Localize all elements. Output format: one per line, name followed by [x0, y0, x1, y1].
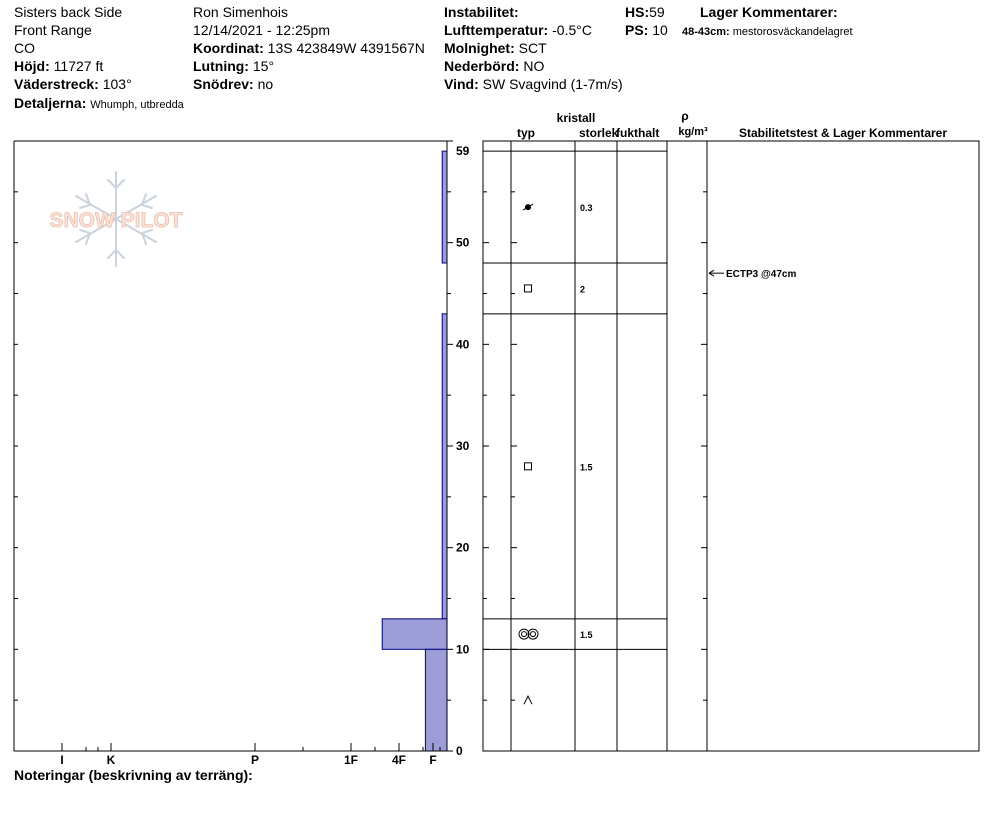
header-kristall: kristall — [556, 111, 596, 125]
grain-caret — [524, 696, 532, 704]
drift-value: no — [257, 76, 274, 92]
grain-square — [525, 285, 532, 292]
ps-label: PS: — [625, 22, 649, 38]
grain-size-label: 1.5 — [580, 462, 593, 473]
details-label: Detaljerna: — [14, 95, 87, 111]
header-rho: ρ — [681, 109, 689, 123]
drift-label: Snödrev: — [193, 76, 254, 92]
terrain-notes-label: Noteringar (beskrivning av terräng): — [14, 767, 253, 783]
hardness-bars — [382, 151, 447, 751]
site-name: Sisters back Side — [14, 4, 123, 20]
header-fukthalt: fukthalt — [616, 126, 660, 140]
height-tick-label: 30 — [456, 439, 470, 453]
grain-dot — [525, 204, 531, 210]
sky-label: Molnighet: — [444, 40, 515, 56]
melt-freeze-icon — [519, 629, 538, 639]
datetime: 12/14/2021 - 12:25pm — [193, 22, 330, 38]
table-frame — [483, 141, 979, 751]
ps-value: 10 — [652, 22, 668, 38]
layer-comment-range: 48-43cm: — [682, 26, 730, 38]
height-tick-label: 50 — [456, 235, 470, 250]
depth-hoar-icon — [524, 696, 532, 704]
decomposing-precip-icon — [523, 204, 533, 210]
faceted-square-icon — [525, 463, 532, 470]
mountain-range: Front Range — [14, 22, 92, 38]
grain-size-label: 2 — [580, 284, 586, 295]
elevation-value: 11727 ft — [53, 58, 104, 74]
hardness-tick-label: 1F — [343, 753, 359, 767]
height-tick-label: 20 — [456, 540, 470, 555]
height-tick-label: 10 — [456, 642, 470, 657]
grain-ring-inner — [531, 632, 536, 637]
hs-value: 59 — [649, 4, 665, 20]
airtemp-label: Lufttemperatur: — [444, 22, 549, 38]
grain-size-label: 0.3 — [580, 203, 593, 214]
snowpilot-logo — [50, 172, 183, 266]
hs-label: HS: — [625, 4, 650, 20]
grain-size-label: 1.5 — [580, 630, 593, 641]
precip-label: Nederbörd: — [444, 58, 520, 74]
hardness-tick-label: P — [250, 753, 260, 767]
height-tick-label: 59 — [456, 144, 470, 159]
height-tick-label: 0 — [456, 744, 463, 758]
details-value: Whumph, utbredda — [90, 99, 184, 111]
wind-value: SW Svagvind (1-7m/s) — [482, 76, 623, 92]
grain-square — [525, 463, 532, 470]
instability-label: Instabilitet: — [444, 4, 519, 20]
header-storlek: storlek — [579, 126, 619, 140]
grain-ring-inner — [522, 632, 527, 637]
height-tick-label: 40 — [456, 337, 470, 352]
layer-table — [483, 141, 979, 751]
hardness-bar-2 — [442, 314, 447, 619]
precip-value: NO — [523, 58, 545, 74]
observer: Ron Simenhois — [193, 4, 288, 20]
elevation-label: Höjd: — [14, 58, 50, 74]
stability-test-label: ECTP3 @47cm — [726, 269, 797, 281]
hardness-tick-label: F — [429, 753, 437, 767]
header-typ: typ — [517, 126, 535, 140]
header-stability: Stabilitetstest & Lager Kommentarer — [738, 126, 948, 140]
hardness-bar-3 — [382, 619, 447, 650]
hardness-bar-4 — [425, 649, 447, 751]
hardness-bar-0 — [442, 151, 447, 263]
airtemp-value: -0.5°C — [552, 22, 592, 38]
header-density-unit: kg/m³ — [678, 126, 708, 138]
aspect-value: 103° — [102, 76, 132, 92]
slope-value: 15° — [252, 58, 275, 74]
layer-comment-text: mestorosväckandelagret — [732, 26, 853, 38]
hardness-axes — [14, 141, 470, 767]
logo-text: SNOW PILOT — [49, 209, 183, 232]
aspect-label: Väderstreck: — [14, 76, 99, 92]
hardness-tick-label: I — [60, 753, 64, 767]
state: CO — [14, 40, 35, 56]
wind-label: Vind: — [444, 76, 479, 92]
hardness-tick-label: K — [106, 753, 116, 767]
hardness-tick-label: 4F — [391, 753, 407, 767]
sky-value: SCT — [518, 40, 547, 56]
slope-label: Lutning: — [193, 58, 249, 74]
coord-value: 13S 423849W 4391567N — [267, 40, 425, 56]
faceted-square-icon — [525, 285, 532, 292]
coord-label: Koordinat: — [193, 40, 264, 56]
layer-comments-label: Lager Kommentarer: — [700, 4, 838, 20]
